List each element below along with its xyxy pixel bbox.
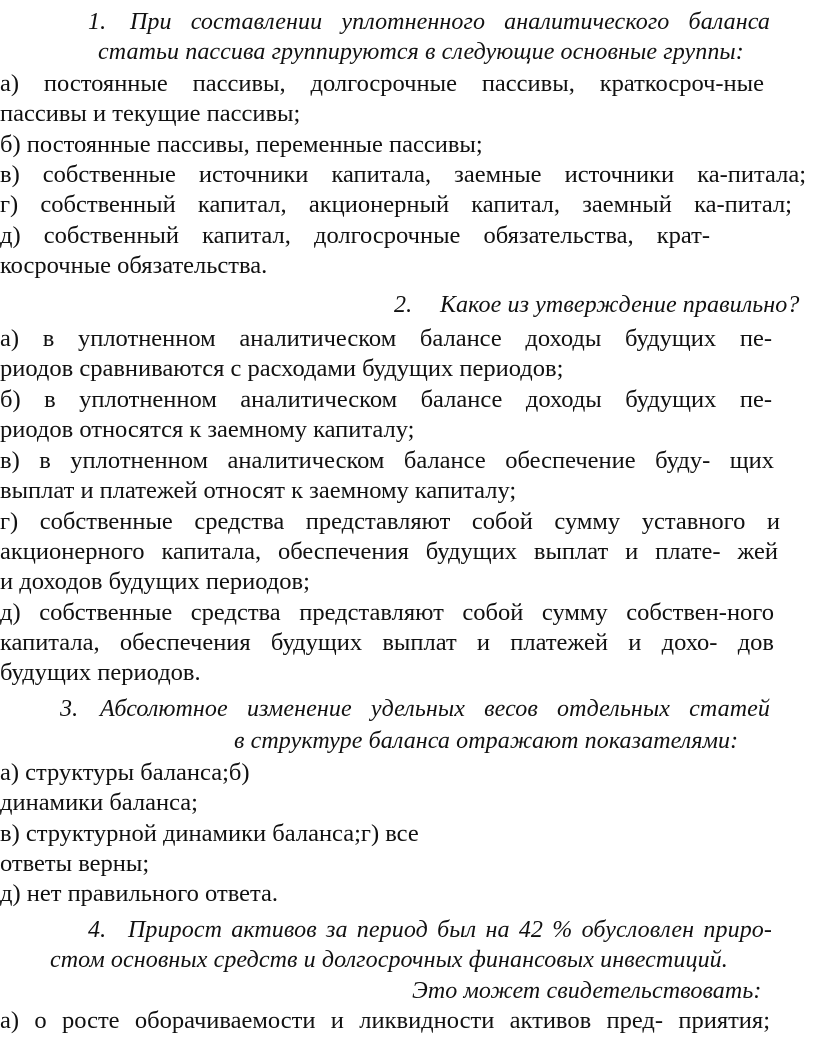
question-3-option-c-cont: ответы верны; bbox=[0, 850, 150, 877]
question-1-option-d: г) собственный капитал, акционерный капитал, заемный ка-питал; bbox=[0, 191, 792, 218]
question-3-text-line2: в структуре баланса отражают показателями: bbox=[234, 728, 739, 754]
question-1-number: 1. bbox=[88, 9, 107, 35]
question-2-option-e-cont2: будущих периодов. bbox=[0, 659, 201, 686]
question-3-number: 3. bbox=[60, 696, 79, 722]
question-2-option-b-cont: риодов относятся к заемному капиталу; bbox=[0, 416, 415, 443]
question-1-option-b: б) постоянные пассивы, переменные пассивы; bbox=[0, 131, 483, 158]
question-1-option-a: а) постоянные пассивы, долгосрочные пассивы, краткосроч-ные bbox=[0, 70, 764, 97]
question-1-option-a-cont: пассивы и текущие пассивы; bbox=[0, 100, 301, 127]
question-2-option-b: б) в уплотненном аналитическом балансе доходы будущих пе- bbox=[0, 386, 772, 413]
question-2-option-d: г) собственные средства представляют собой сумму уставного и bbox=[0, 508, 780, 535]
question-4-option-a: а) о росте оборачиваемости и ликвидности активов пред- приятия; bbox=[0, 1007, 770, 1034]
question-4-text-line2: стом основных средств и долгосрочных финансовых инвестиций. bbox=[50, 947, 728, 973]
question-2-heading bbox=[394, 291, 814, 320]
question-2-number: 2. bbox=[394, 292, 413, 318]
question-1-option-e-cont: косрочные обязательства. bbox=[0, 252, 268, 279]
question-3-option-a: а) структуры баланса;б) bbox=[0, 759, 250, 786]
question-4-number: 4. bbox=[88, 917, 107, 943]
question-1-heading bbox=[88, 8, 778, 37]
question-1-text-line1: При составлении уплотненного аналитического баланса bbox=[130, 9, 770, 35]
question-1-option-c: в) собственные источники капитала, заемные источники ка-питала; bbox=[0, 161, 806, 188]
question-2-option-e-cont: капитала, обеспечения будущих выплат и платежей и дохо- дов bbox=[0, 629, 774, 656]
question-3-option-a-cont: динамики баланса; bbox=[0, 789, 198, 816]
question-2-option-d-cont2: и доходов будущих периодов; bbox=[0, 568, 310, 595]
question-3-option-c: в) структурной динамики баланса;г) все bbox=[0, 820, 419, 847]
question-2-option-c-cont: выплат и платежей относят к заемному капиталу; bbox=[0, 477, 517, 504]
question-4-text-line3: Это может свидетельствовать: bbox=[412, 978, 762, 1004]
question-2-option-d-cont: акционерного капитала, обеспечения будущих выплат и плате- жей bbox=[0, 538, 778, 565]
question-1-text-line2: статьи пассива группируются в следующие основные группы: bbox=[98, 39, 744, 65]
question-4-text-line1: Прирост активов за период был на 42 % обусловлен приро- bbox=[128, 917, 772, 943]
question-4-heading bbox=[88, 916, 778, 945]
question-3-text-line1: Абсолютное изменение удельных весов отдельных статей bbox=[100, 696, 770, 722]
question-2-option-a: а) в уплотненном аналитическом балансе доходы будущих пе- bbox=[0, 325, 772, 352]
question-2-option-e: д) собственные средства представляют собой сумму собствен-ного bbox=[0, 599, 774, 626]
question-2-option-c: в) в уплотненном аналитическом балансе обеспечение буду- щих bbox=[0, 447, 774, 474]
question-2-option-a-cont: риодов сравниваются с расходами будущих периодов; bbox=[0, 355, 564, 382]
question-2-text: Какое из утверждение правильно? bbox=[440, 292, 800, 318]
question-1-option-e: д) собственный капитал, долгосрочные обязательства, крат- bbox=[0, 222, 710, 249]
question-3-heading bbox=[60, 695, 772, 724]
question-3-option-e: д) нет правильного ответа. bbox=[0, 880, 278, 907]
